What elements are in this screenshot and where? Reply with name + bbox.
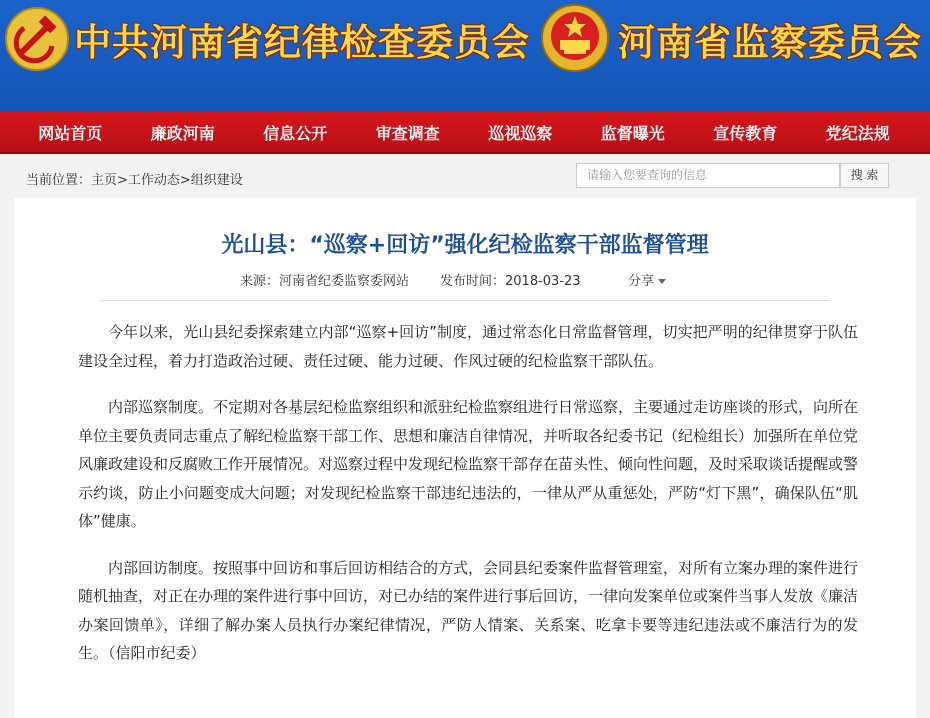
nav-item-home[interactable]: 网站首页 (38, 123, 103, 143)
article-date: 发布时间：2018-03-23 (440, 274, 581, 289)
nav-item-info-disclosure[interactable]: 信息公开 (263, 123, 328, 143)
share-button[interactable] (628, 270, 666, 289)
breadcrumb-label: 当前位置： (26, 173, 92, 188)
breadcrumb (26, 169, 243, 188)
article-body (78, 318, 858, 686)
share-label: 分享 (628, 274, 655, 289)
search-button[interactable]: 搜 索 (840, 163, 889, 188)
nav-item-lianzheng-henan[interactable]: 廉政河南 (150, 123, 215, 143)
site-title-supervision: 河南省监察委员会 (618, 21, 922, 64)
national-emblem-icon (540, 2, 610, 74)
article-paragraph: 内部巡察制度。不定期对各基层纪检监察组织和派驻纪检监察组进行日常巡察，主要通过走访座谈的形式，向所在单位主要负责同志重点了解纪检监察干部工作、思想和廉洁自律情况，并听取各纪委书记（纪检组长）加强所在单位党风廉政建设和反腐败工作开展情况。对巡察过程中发现纪检监察干部存在苗头性、倾向性问题，及时采取谈话提醒或警示约谈，防止小问题变成大问题；对发现纪检监察干部违纪违法的，一律从严从重惩处，严防“灯下黑”，确保队伍“肌体”健康。 (78, 398, 859, 530)
main-nav (0, 112, 930, 154)
nav-item-education[interactable]: 宣传教育 (713, 123, 778, 143)
nav-item-inspection[interactable]: 巡视巡察 (488, 123, 553, 143)
breadcrumb-path[interactable]: 主页>工作动态>组织建设 (91, 173, 243, 188)
article-title: 光山县：“巡察+回访”强化纪检监察干部监督管理 (221, 233, 709, 258)
search-input[interactable]: 请输入您要查询的信息 (576, 163, 840, 188)
nav-item-regulations[interactable]: 党纪法规 (825, 123, 890, 143)
article-paragraph: 内部回访制度。按照事中回访和事后回访相结合的方式，会同县纪委案件监督管理室，对所有立案办理的案件进行随机抽查，对正在办理的案件进行事中回访，对已办结的案件进行事后回访，一律向发案单位或案件当事人发放《廉洁办案回馈单》，详细了解办案人员执行办案纪律情况，严防人情案、关系案、吃拿卡要等违纪违法或不廉洁行为的发生。（信阳市纪委） (78, 558, 859, 662)
nav-item-exposure[interactable]: 监督曝光 (600, 123, 665, 143)
article-paragraph: 今年以来，光山县纪委探索建立内部“巡察+回访”制度，通过常态化日常监督管理，切实把严明的纪律贯穿于队伍建设全过程，着力打造政治过硬、责任过硬、能力过硬、作风过硬的纪检监察干部队伍。 (78, 323, 858, 370)
hammer-sickle-icon (4, 6, 70, 72)
site-title-cpc: 中共河南省纪律检查委员会 (74, 21, 530, 64)
divider (100, 300, 830, 301)
article-panel (14, 198, 916, 718)
article-source: 来源：河南省纪委监察委网站 (240, 274, 410, 289)
chevron-down-icon (658, 279, 666, 284)
nav-item-investigation[interactable]: 审查调查 (375, 123, 440, 143)
site-header (0, 0, 930, 112)
